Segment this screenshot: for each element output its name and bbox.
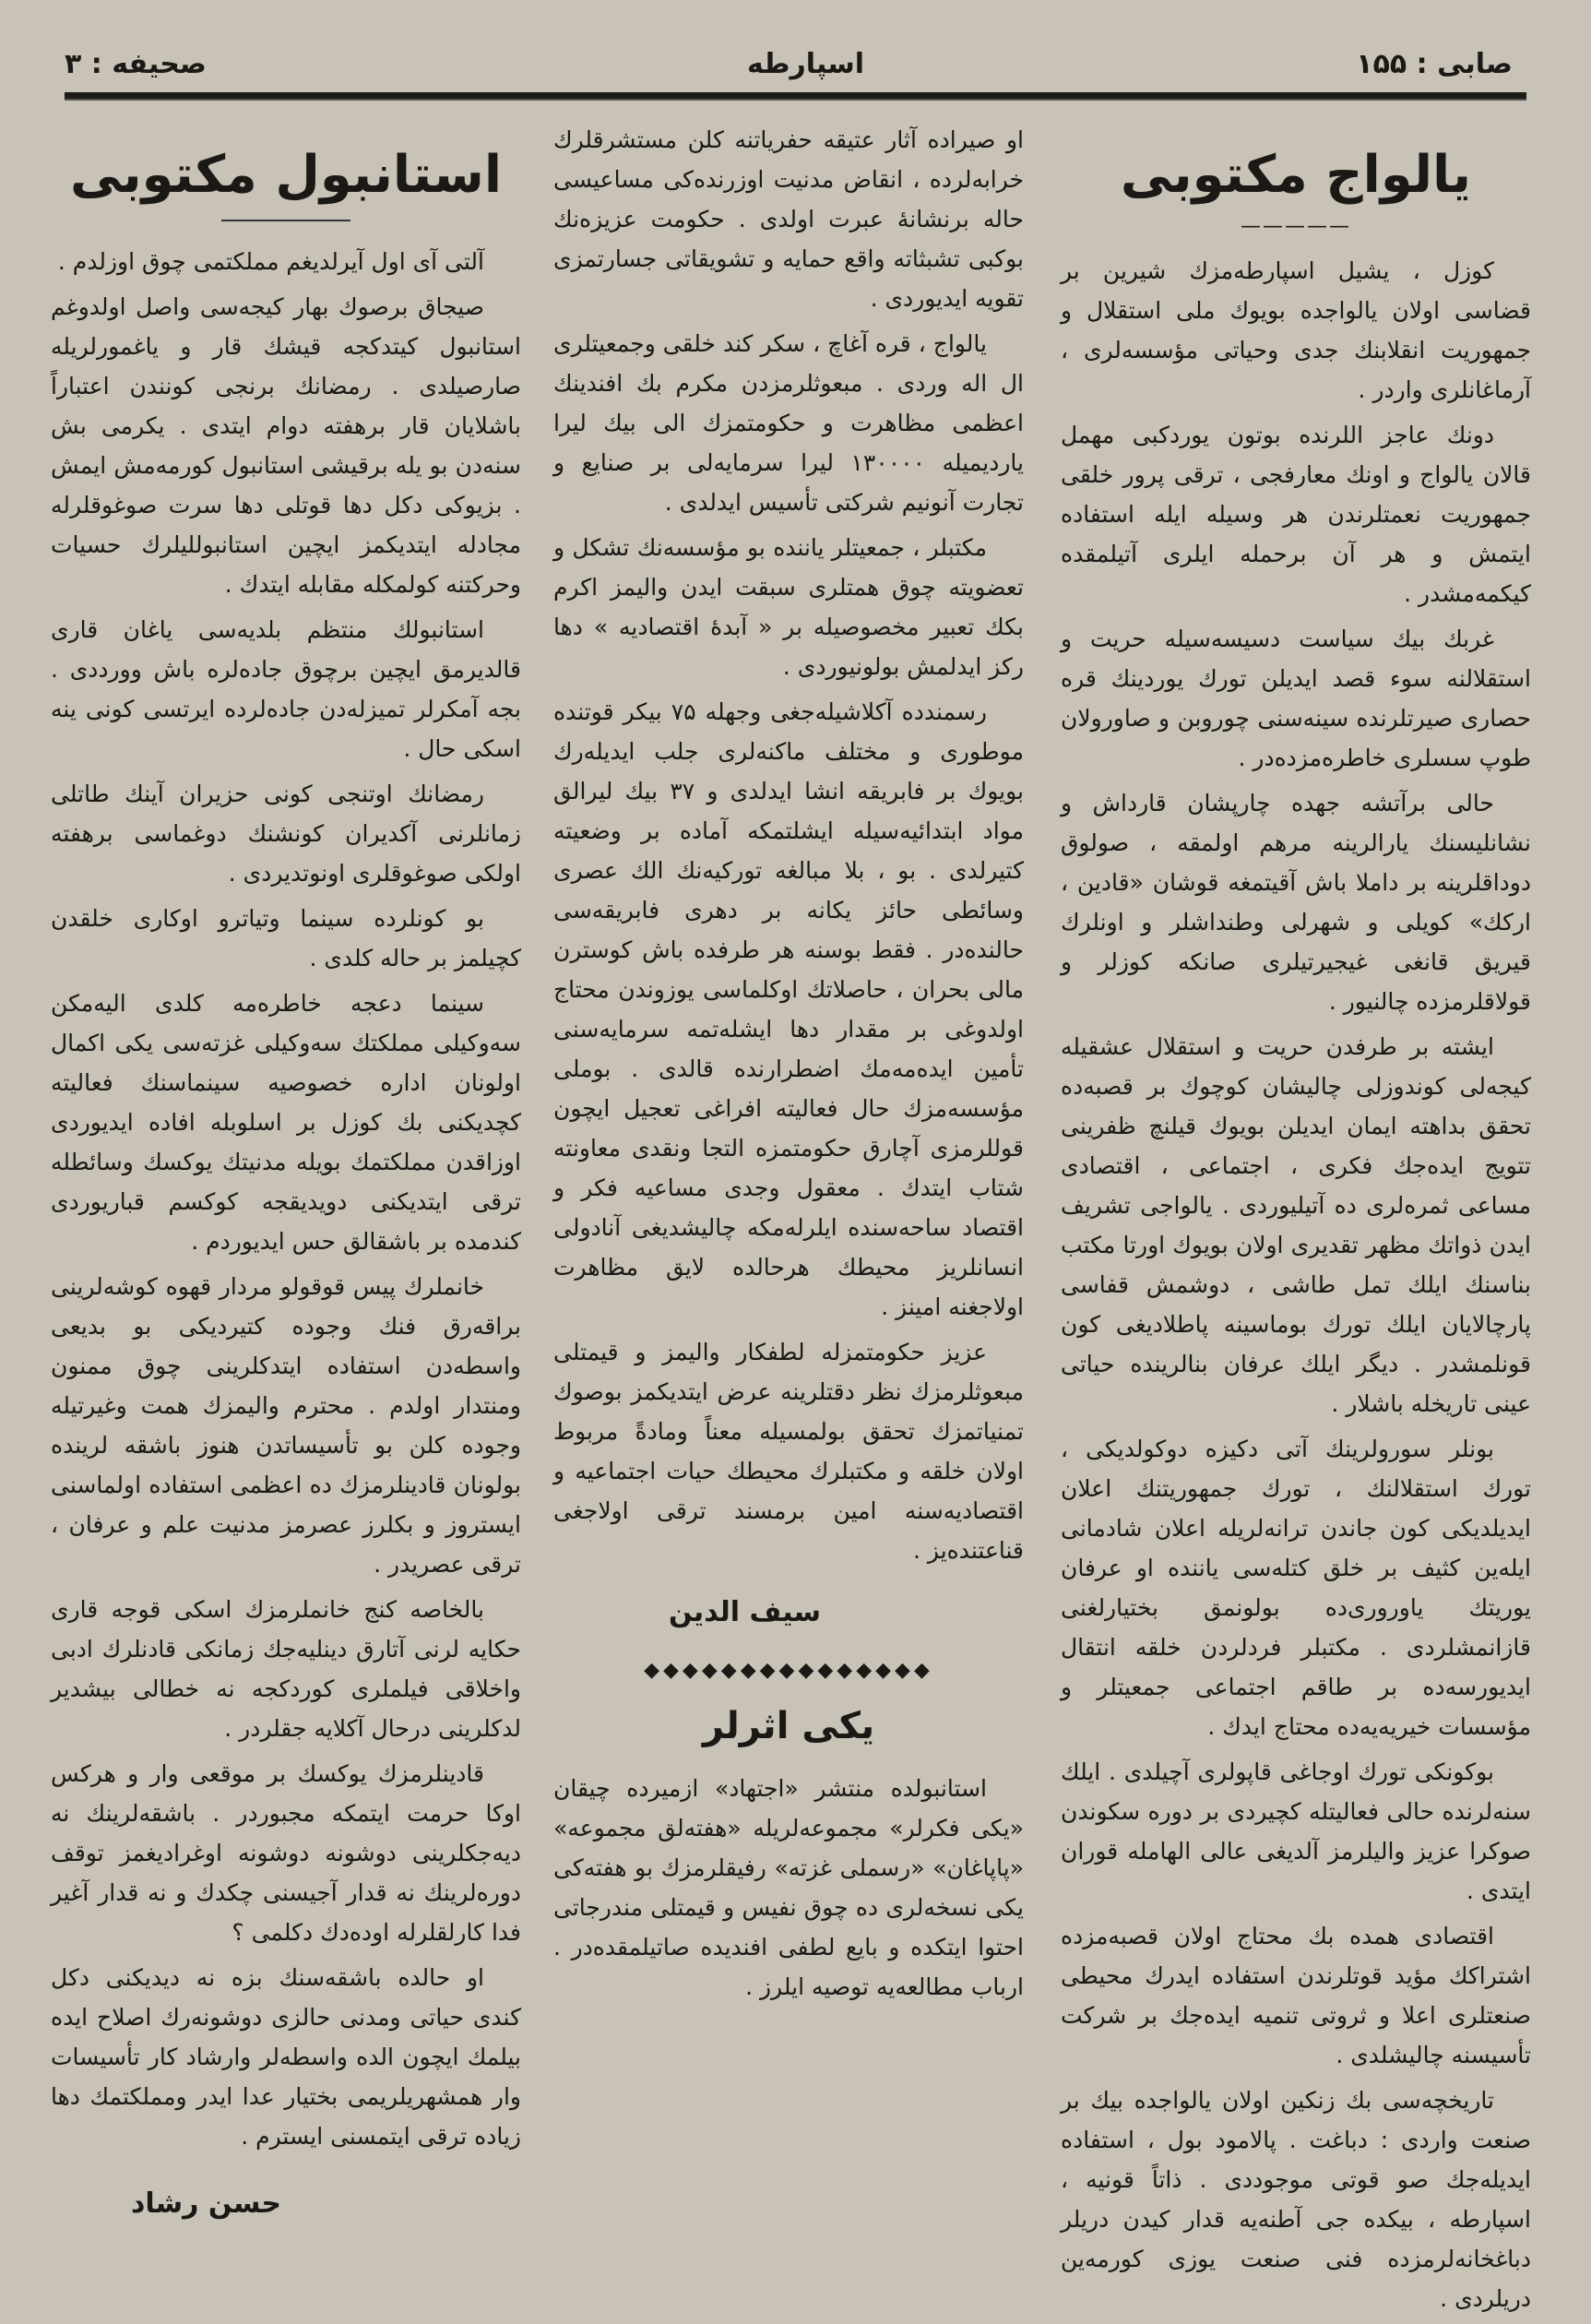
paragraph: اقتصادی همده بك محتاج اولان قصبه‌مزده اشتراکك مؤید قوتلرندن استفاده ایدرك محیطی صنعتلری اعلا و ثروتی تنمیه ایده‌جك بر شرکت تأسیسنه چالیشلدی . [1061, 1923, 1531, 2068]
title-rule [221, 220, 350, 221]
ornament-divider: ————— [1241, 215, 1351, 238]
author-signature: حسن رشاد [130, 2187, 281, 2220]
istanbul-letter-column [51, 138, 521, 2251]
author-signature: سیف الدین [668, 1596, 821, 1628]
paragraph: غربك بیك سیاست دسیسه‌سیله حریت و استقلالنه سوء قصد ایدیلن تورك یوردینك قره حصاری صیرتلرنده سینه‌سنی چوروبن و صاورولان طوپ سسلری خاطره‌مزده‌در . [1061, 626, 1531, 771]
paragraph: او حالده باشقه‌سنك بزه نه دیدیکنی دکل کندی حیاتی ومدنی حالزی دوشونه‌رك اصلاح ایده بیلمك ایچون الده واسطه‌لر وارشاد کار تأسیسات وار همشهریلریمی بختیار عدا ایدر ومملکتمك دها زیاده ترقی ایتمسنی ایسترم . [51, 1964, 521, 2150]
paragraph: حالی برآتشه جهده چارپشان قارداش و نشانلیسنك یارالرینه مرهم اولمقه ، صولوق دوداقلرینه بر داملا باش آقیتمغه قوشان «قادین ، ارکك» کویلی و شهرلی وطنداشلر و اونلرك قیریق قانغی غیجیرتیلری صانکه کوزلر و قولاقلرمزده چالنیور . [1061, 790, 1531, 1015]
paragraph: تاریخچه‌سی بك زنكین اولان یالواجده بیك بر صنعت واردی : دباغت . پالامود بول ، استفاده ایدیله‌جك صو قوتی موجوددی . ذاتاً قونیه ، اسپارطه ، بیکده جی آطنه‌یه قدار کیدن دریلر دباغخانه‌لرمزده فنی صنعت یوزی کورمه‌ین دریلردی . [1061, 2087, 1531, 2312]
istanbul-letter-title: استانبول مکتوبی [69, 145, 503, 205]
header-rule [65, 92, 1526, 101]
diamond-divider: ◆◆◆◆◆◆◆◆◆◆◆◆◆◆◆ [644, 1659, 933, 1682]
paragraph: صیجاق برصوك بهار کیجه‌سی واصل اولدوغم استانبول کیتدکجه قیشك قار و یاغمورلریله صارصیلدی . رمضانك برنجی کونندن اعتباراً باشلایان قار برهفته دوام ایتدی . یکرمی بش سنه‌دن بو یله برقیشی استانبول کورمه‌مش ایمش . بزیوکی دکل دها قوتلی دها سرت صوغوقلرله مجادله ایتدیکمز ایچین استانبوللیلرك حسیات وحرکتنه کولمکله مقابله ایتدك . [51, 293, 521, 598]
paragraph: بونلر سورولرینك آتی دکیزه دوکولدیکی ، تورك استقلالنك ، تورك جمهوریتنك اعلان ایدیلدیکی کون جاندن ترانه‌لریله اعلان شادمانی ایله‌ین کثیف بر خلق کتله‌سی یاننده او عرفان یوریتك یاوروری‌ده بولونمق بختیارلغنی قازانمشلردی . مکتبلر فردلردن خلقه انتقال ایدیورسه‌ده بر طاقم اجتماعی جمعیتلر و مؤسسات خیریه‌یه‌ده محتاج ایدك . [1061, 1436, 1531, 1740]
paragraph: بوکونکی تورك اوجاغی قاپولری آچیلدی . ایلك سنه‌لرنده حالی فعالیتله کچیردی بر دوره سکوندن صوکرا عزیز والیلرمز آلدیغی عالی الهامله قوران ایتدی . [1061, 1758, 1531, 1904]
paragraph: رسمندده آکلاشیله‌جغی وجهله ۷۵ بیکر قوتنده موطوری و مختلف ماکنه‌لری جلب ایدیله‌رك بویوك بر فابریقه انشا ایدلدی و ۳۷ بیك لیرالق مواد ابتدائیه‌سیله ایشلتمکه آماده بر وضعیته کتیرلدی . بو ، بلا مبالغه تورکیه‌نك الك عصری وسائطی حائز یکانه بر دهری فابریقه‌سی حالنده‌در . فقط بوسنه هر طرفده باش کوسترن مالی بحران ، حاصلاتك اوکلماسی یوزوندن محتاج اولدوغی بر مقدار دها ایشله‌تمه سرمایه‌سنی تأمین ایده‌مه‌مك اضطرارنده قالدی . بوملی مؤسسه‌مزك حال فعالیته افراغی تعجیل ایچون قوللرمزی آچارق حکومتمزه التجا ونقدی معاونته شتاب ایتدك . معقول وجدی مساعیه فکر و اقتصاد ساحه‌سنده ایلرله‌مکه چالیشدیغی آنادولی انسانلریز محیطك هرحالده لایق مظاهرت اولاجغنه امینز . [553, 698, 1024, 1320]
yalvac-letter-column [1061, 138, 1531, 2324]
paragraph: مکتبلر ، جمعیتلر یاننده بو مؤسسه‌نك تشکل و تعضویته چوق همتلری سبقت ایدن والیمز اکرم بکك تعبیر مخصوصیله بر « آبدهٔ اقتصادیه » دها رکز ایدلمش بولونیوردی . [553, 534, 1024, 680]
paragraph: کوزل ، یشیل اسپارطه‌مزك شیرین بر قضاسی اولان یالواجده بویوك ملی استقلال و جمهوریت انقلابنك جدی وحیاتی مؤسسه‌لری ، آرماغانلری واردر . [1061, 257, 1531, 403]
paragraph: سینما دعجه خاطره‌مه کلدی الیه‌مکن سه‌وکیلی مملکتك سه‌وکیلی غزته‌سی یکی اکمال اولونان اداره خصوصیه سینماسنك فعالیته کچدیکنی بك کوزل بر اسلوبله افاده ایدیوردی اوزاقدن مملکتمك بویله مدنیتك یوکسك وسائطله ترقی ایتدیکنی دویدیقجه کوکسم قباریوردی کندمده بر باشقالق حس ایدیوردم . [51, 990, 521, 1255]
paragraph: بو کونلرده سینما وتیاترو اوکاری خلقدن کچیلمز بر حاله کلدی . [51, 905, 521, 971]
paragraph: او صیراده آثار عتیقه حفریاتنه کلن مستشرقلرك خرابه‌لرده ، انقاض مدنیت اوزرنده‌کی مساعیسی حاله برنشانهٔ عبرت اولدی . حکومت عزیزه‌نك بوکبی تشبثاته واقع حمایه و تشویقاتی جسارتمزی تقویه ایدیوردی . [553, 126, 1024, 312]
new-works-title: یکی اثرلر [702, 1705, 875, 1747]
newspaper-name: اسپارطه [747, 48, 865, 80]
middle-column [553, 120, 1024, 2012]
paragraph: قادینلرمزك یوکسك بر موقعی وار و هرکس اوکا حرمت ایتمکه مجبوردر . باشقه‌لرینك نه دیه‌جکلرینی دوشونه دوشونه اوغرادیغمز توقف دوره‌لرینك نه قدار آجیسنی چکدك و نه قدار آغیر فدا کارلقلرله اوده‌دك دکلمی ؟ [51, 1760, 521, 1946]
paragraph: ایشته بر طرفدن حریت و استقلال عشقیله کیجه‌لی کوندوزلی چالیشان کوچوك بر قصبه‌ده تحقق بداهته ایمان ایدیلن بویوك قیلنچ ظفرینی تتویج ایده‌جك فکری ، اجتماعی ، اقتصادی مساعی ثمره‌لری ده آتیلیوردی . یالواجی تشریف ایدن ذواتك مظهر تقدیری اولان بویوك اورتا مکتب بناسنك ایلك تمل طاشی ، دوشمش قفاسی پارچالایان ایلك تورك بوماسینه پاطلادیغی کون قونلمشدر . دیگر ایلك عرفان بنالرینده حیاتی عینی تاریخله باشلار . [1061, 1033, 1531, 1417]
paragraph: آلتی آی اول آیرلدیغم مملکتمی چوق اوزلدم . [57, 248, 484, 275]
paragraph: استانبولك منتظم بلدیه‌سی یاغان قاری قالدیرمق ایچین برچوق جاده‌لره باش وورددی . بجه آمکرلر تمیزله‌دن جاده‌لرده ایرتسی کونی ینه اسکی حال . [51, 616, 521, 762]
paragraph: دونك عاجز اللرنده بوتون یوردکبی مهمل قالان یالواج و اونك معارفجی ، ترقی پرور خلقی جمهوریت نعمتلرندن هر وسیله ایله استفاده ایتمش و هر آن برحمله ایلری آتیلمقده کیکمه‌مشدر . [1061, 422, 1531, 607]
yalvac-letter-title: یالواج مکتوبی [1120, 145, 1472, 205]
paragraph: رمضانك اوتنجی کونی حزیران آینك طاتلی زمانلرنی آکدیران کونشنك دوغماسی برهفته اولکی صوغوقلری اونوتدیردی . [51, 781, 521, 887]
paragraph: بالخاصه کنج خانملرمزك اسکی قوجه قاری حکایه لرنی آتارق دینلیه‌جك زمانکی قادنلرك ادبی واخلاقی فیلملری کوردکجه نه خطالی بیشدیر لدکلرینی درحال آکلایه جقلردر . [51, 1596, 521, 1742]
issue-number: صابی : ۱۵۵ [1356, 48, 1513, 80]
paragraph: عزیز حکومتمزله لطفکار والیمز و قیمتلی مبعوثلرمزك نظر دقتلرینه عرض ایتدیکمز بوصوك تمنیاتمزك تحقق بولمسیله معناً ومادةً مربوط اولان خلقه و مکتبلرك محیطك حیات اجتماعیه و اقتصادیه‌سنه امین برمسند ترقی اولاجغی قناعتنده‌یز . [553, 1339, 1024, 1564]
paragraph: یالواج ، قره آغاچ ، سکر کند خلقی وجمعیتلری ال اله وردی . مبعوثلرمزدن مکرم بك افندینك اعظمی مظاهرت و حکومتمزك الی بیك لیرا یاردیمیله ۱۳۰۰۰۰ لیرا سرمایه‌لی بر صنایع و تجارت آنونیم شرکتی تأسیس ایدلدی . [553, 330, 1024, 516]
page-number: صحیفه : ۳ [65, 48, 207, 80]
paragraph: خانملرك پیس قوقولو مردار قهوه کوشه‌لرینی براقه‌رق فنك وجوده کتیردیکی بو بدیعی واسطه‌دن استفاده ایتدکلرینی چوق ممنون ومنتدار اولدم . محترم والیمزك همت وغیرتیله وجوده کلن بو تأسیساتدن هنوز باشقه لرینده بولونان قادینلرمزك ده اعظمی استفاده اولماسنی ایستروز و بکلرز عصرمز مدنیت علم و عرفان ، ترقی عصریدر . [51, 1273, 521, 1578]
new-works-text: استانبولده منتشر «اجتهاد» ازمیرده چیقان «یکی فکرلر» مجموعه‌لریله «هفته‌لق مجموعه» «پاپاغان» «رسملی غزته» رفیقلرمزك بو هفته‌کی یکی نسخه‌لری ده چوق نفیس و قیمتلی مندرجاتی احتوا ایتکده و بایع لطفی افندیده صاتیلمقده‌در . ارباب مطالعه‌یه توصیه ایلرز . [553, 1775, 1024, 2000]
